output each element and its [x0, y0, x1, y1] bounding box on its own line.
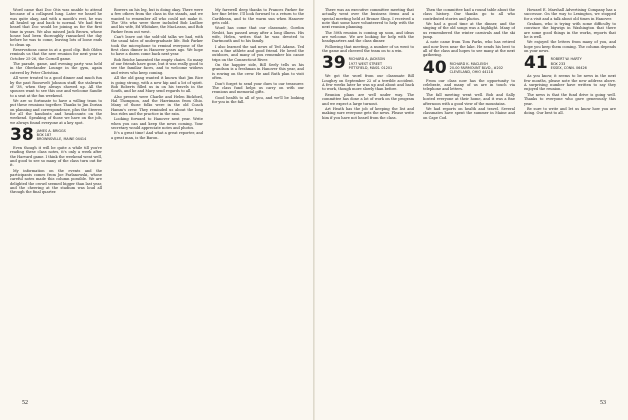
- paragraph: On the happier side, Bill Seely tells us his grandson is a freshman in Hanover this year, and is rowing on the crew. He and Ruth plan to visit often.: [212, 63, 304, 81]
- paragraph: Reservations came in at a good clip. Bob Olden reminds us that the new reunion for next year is October 25-26, the Cornell game.: [10, 48, 102, 61]
- paragraph: Art Heath has the job of keeping the list and making sure everyone gets the news. Please write him if you have not heard from the class.: [322, 106, 414, 120]
- secretary-name: JAMES A. BRIGGS: [36, 128, 66, 133]
- paragraph: Word has come that our classmate, Gordon Nesbit, has passed away after a long illness. His wife, Helen, writes that he was devoted to Dartmouth and to his family.: [212, 26, 304, 44]
- paragraph: Looking forward to Hanover next year. Write when you can and keep the news coming. Your secretary would appreciate notes and photos.: [111, 117, 203, 130]
- right-page: [322, 8, 618, 408]
- paragraph: I also learned the sad news of Ted Adams. Ted was a fine athlete and good friend. He loved the outdoors, and many of you remember his canoe trips on the Connecticut River.: [212, 44, 304, 62]
- right-column-1: [322, 8, 414, 404]
- paragraph: The fall meeting went well. Bob and Sally hosted everyone at their home, and it was a fine afternoon with a good view of the mountains.: [423, 92, 515, 106]
- class-entry-41: [524, 53, 616, 74]
- paragraph: Graham, who is trying with some difficulty to convince the bigwigs in Washington that there are some good things in the works, reports that he is well.: [524, 22, 616, 40]
- paragraph: Bowers on his leg, but is doing okay. There were a few others from the class in the stands, and we wanted to remember all who could not make it. The '38s who were there included Bob Ludlow and his wife, Ed Whitaker, the MacLeans, and Bob Parker from out west.: [111, 8, 203, 34]
- paragraph: Following that meeting, a number of us went to the game and cheered the team on to a win.: [322, 44, 414, 54]
- paragraph: We got the word from our classmate Bill Loughry on September 22 of a terrible accident. A few weeks later he was up and about and back to work, though more slowly than before.: [322, 74, 414, 92]
- paragraph: The 50th reunion is coming up soon, and ideas are welcome. We are looking for help with the headquarters and the class dinner.: [322, 30, 414, 44]
- right-column-3: [524, 8, 616, 404]
- address-line: BOX 233: [550, 61, 566, 66]
- paragraph: The parade, game, and evening party was held in the Oberlander Lounge in the gym, again catered by Peter Christian.: [10, 62, 102, 75]
- paragraph: From our class now has the opportunity to celebrate, and many of us are in touch via telephone and letters.: [423, 78, 515, 92]
- left-col1-bottom-text: [10, 146, 102, 195]
- paragraph: Even though it will be quite a while till you're reading these class notes, it's only a week after the Harvard game. I think the weekend went well, and good to see so many of the class turn out for it.: [10, 145, 102, 168]
- paragraph: Word came that Doc Otis was unable to attend because of a collapsed lung. Later we heard he was quite okay, and with a month's rest, he was all healed up and back to normal. We had first heard that Doc would be joining us for the first time in years. We also missed Jack Brown, whose house had been thoroughly ransacked the day before he was to come, leaving lots of loose ends to clean up.: [10, 8, 102, 47]
- paragraph: Be sure to write and let us know how you are doing. Our best to all.: [524, 106, 616, 116]
- class-year-number: 39: [322, 53, 346, 74]
- page-gutter: [313, 0, 315, 420]
- address-line: CLEVELAND, OHIO 44118: [449, 70, 493, 75]
- paragraph: We had a good time at the dinner, and the singing of the old songs was a highlight. Many of us remembered the winter carnivals and the ski jump.: [423, 22, 515, 40]
- class-year-number: 41: [524, 53, 548, 74]
- paragraph: A note came from Tom Parks, who has retired and now lives near the lake. He sends his best to all of the class and hopes to see many at the next gathering.: [423, 40, 515, 58]
- class-year-number: 40: [423, 57, 447, 78]
- address-line: PITTSFIELD, MASS. 01201: [348, 65, 393, 70]
- left-col1-top-text: [10, 8, 102, 125]
- paragraph: Then the committee had a round table about the class history. Our thanks go to all who contributed stories and photos.: [423, 8, 515, 21]
- paragraph: As you know, it seems to be news in the next few months, please note the new address above. A surprising number have written to say they enjoyed the reunion.: [524, 74, 616, 92]
- address-line: BROWNSVILLE, MAINE 04414: [36, 137, 87, 142]
- paragraph: We enjoyed the letters from many of you, and hope you keep them coming. The column depends on your news.: [524, 40, 616, 54]
- class-secretary-address: [450, 61, 503, 75]
- paragraph: My farewell deep thanks to Frances Parker for her fine letter. I'll look forward to a return to the Caribbean, and to the warm sun when Hanover gets cold.: [212, 8, 304, 26]
- paragraph: Also present were Charlie and Helen Bickford, Hal Thompson, and the Harrimans from Ohio. Many of those folks were in the old Coach Hamm's crew. They reminded us about the long bus rides and the practice in the rain.: [111, 94, 203, 116]
- secretary-name: ROBERT W. HARTY: [550, 57, 582, 62]
- address-line: BOX 187: [36, 133, 52, 138]
- address-line: 20-00 FAIRMOUNT BLVD., #202: [449, 65, 503, 70]
- right-column-2: [423, 8, 515, 404]
- left-column-2: [111, 8, 203, 404]
- left-column-1: [10, 8, 102, 404]
- class-entry-38: [10, 124, 102, 145]
- class-secretary-address: [349, 56, 393, 70]
- paragraph: Bob Reiche lamented the empty chairs. So many of our friends have gone, but it was really good to see the familiar faces, and to welcome widows and wives who keep coming.: [111, 57, 203, 75]
- class-secretary-address: [37, 128, 87, 142]
- paragraph: Good health to all of you, and we'll be looking for you in the fall.: [212, 95, 304, 104]
- paragraph: There was an executive committee meeting that actually went over the business items and a special meeting held at Bronze Shop. I received a note that some have volunteered to help with the next reunion planning.: [322, 8, 414, 30]
- class-year-number: 38: [10, 124, 34, 145]
- paragraph: It's a great time! And what a great reporter, and a great man, is the Baron.: [111, 131, 203, 140]
- page-number: 52: [22, 400, 28, 406]
- paragraph: Reunion plans are well under way. The committee has done a lot of work on the program and we expect a large turnout.: [322, 92, 414, 106]
- paragraph: All the old gang wanted it known that Jim Rice is going strong, with a new hip and a lot of spirit. Bob Roberts filled us in on his travels in the South, and he and Mary send regards to all.: [111, 76, 203, 94]
- class-secretary-address: [551, 56, 587, 70]
- page-number: 53: [600, 400, 606, 406]
- paragraph: The news is that the fund drive is going well. Thanks to everyone who gave generously this year.: [524, 92, 616, 106]
- paragraph: My information on the events and the participants comes from Joe Parlanowski, whose careful notes made this column possible. We are delighted the crowd seemed bigger than last year, and the cheering at the stadium was loud all through the final quarter.: [10, 168, 102, 195]
- paragraph: We had reports on health and travel. Several classmates have spent the summer in Maine and on Cape Cod.: [423, 106, 515, 120]
- address-line: ESSEX, CONN. 06426: [550, 65, 587, 70]
- paragraph: Don't forget to send your dues to our treasurer. The class fund helps us carry on with our reunions and memorial gifts.: [212, 81, 304, 95]
- secretary-name: RICHARD K. MACLEISH: [449, 61, 488, 66]
- paragraph: All were treated to a good dinner and much fun by the past Roosevelt Johnson staff, the stalwarts of '38, when they always showed up. All the spouses want to see this one and welcome Sandie to a seat at the fun weekend.: [10, 76, 102, 98]
- paragraph: We are so fortunate to have a willing team to put these reunions together. Thanks to Jim Dorian on planning and correspondence, plus the Steeres for all the handouts and headcounts on the weekend. Speaking of those we have on the job, we always found everyone at a key spot.: [10, 98, 102, 125]
- paragraph: Can't leave out the sold-old talks we had, with the usual tales of undergraduate life. Bob Parker took the microphone to remind everyone of the first class dinner in Hanover years ago. We hope to have a dozen come back next year.: [111, 35, 203, 57]
- left-column-3: [212, 8, 304, 404]
- address-line: 1977 WEST STREET: [348, 61, 383, 66]
- class-entry-40: [423, 57, 515, 78]
- secretary-name: RICHARD A. JACKSON: [348, 57, 385, 62]
- left-page: [10, 8, 306, 408]
- class-entry-39: [322, 53, 414, 74]
- paragraph: Howard E. Marshall Advertising Company has a successor. On the way to Lexington, we stopped for a visit and a talk about old times in Hanover.: [524, 8, 616, 21]
